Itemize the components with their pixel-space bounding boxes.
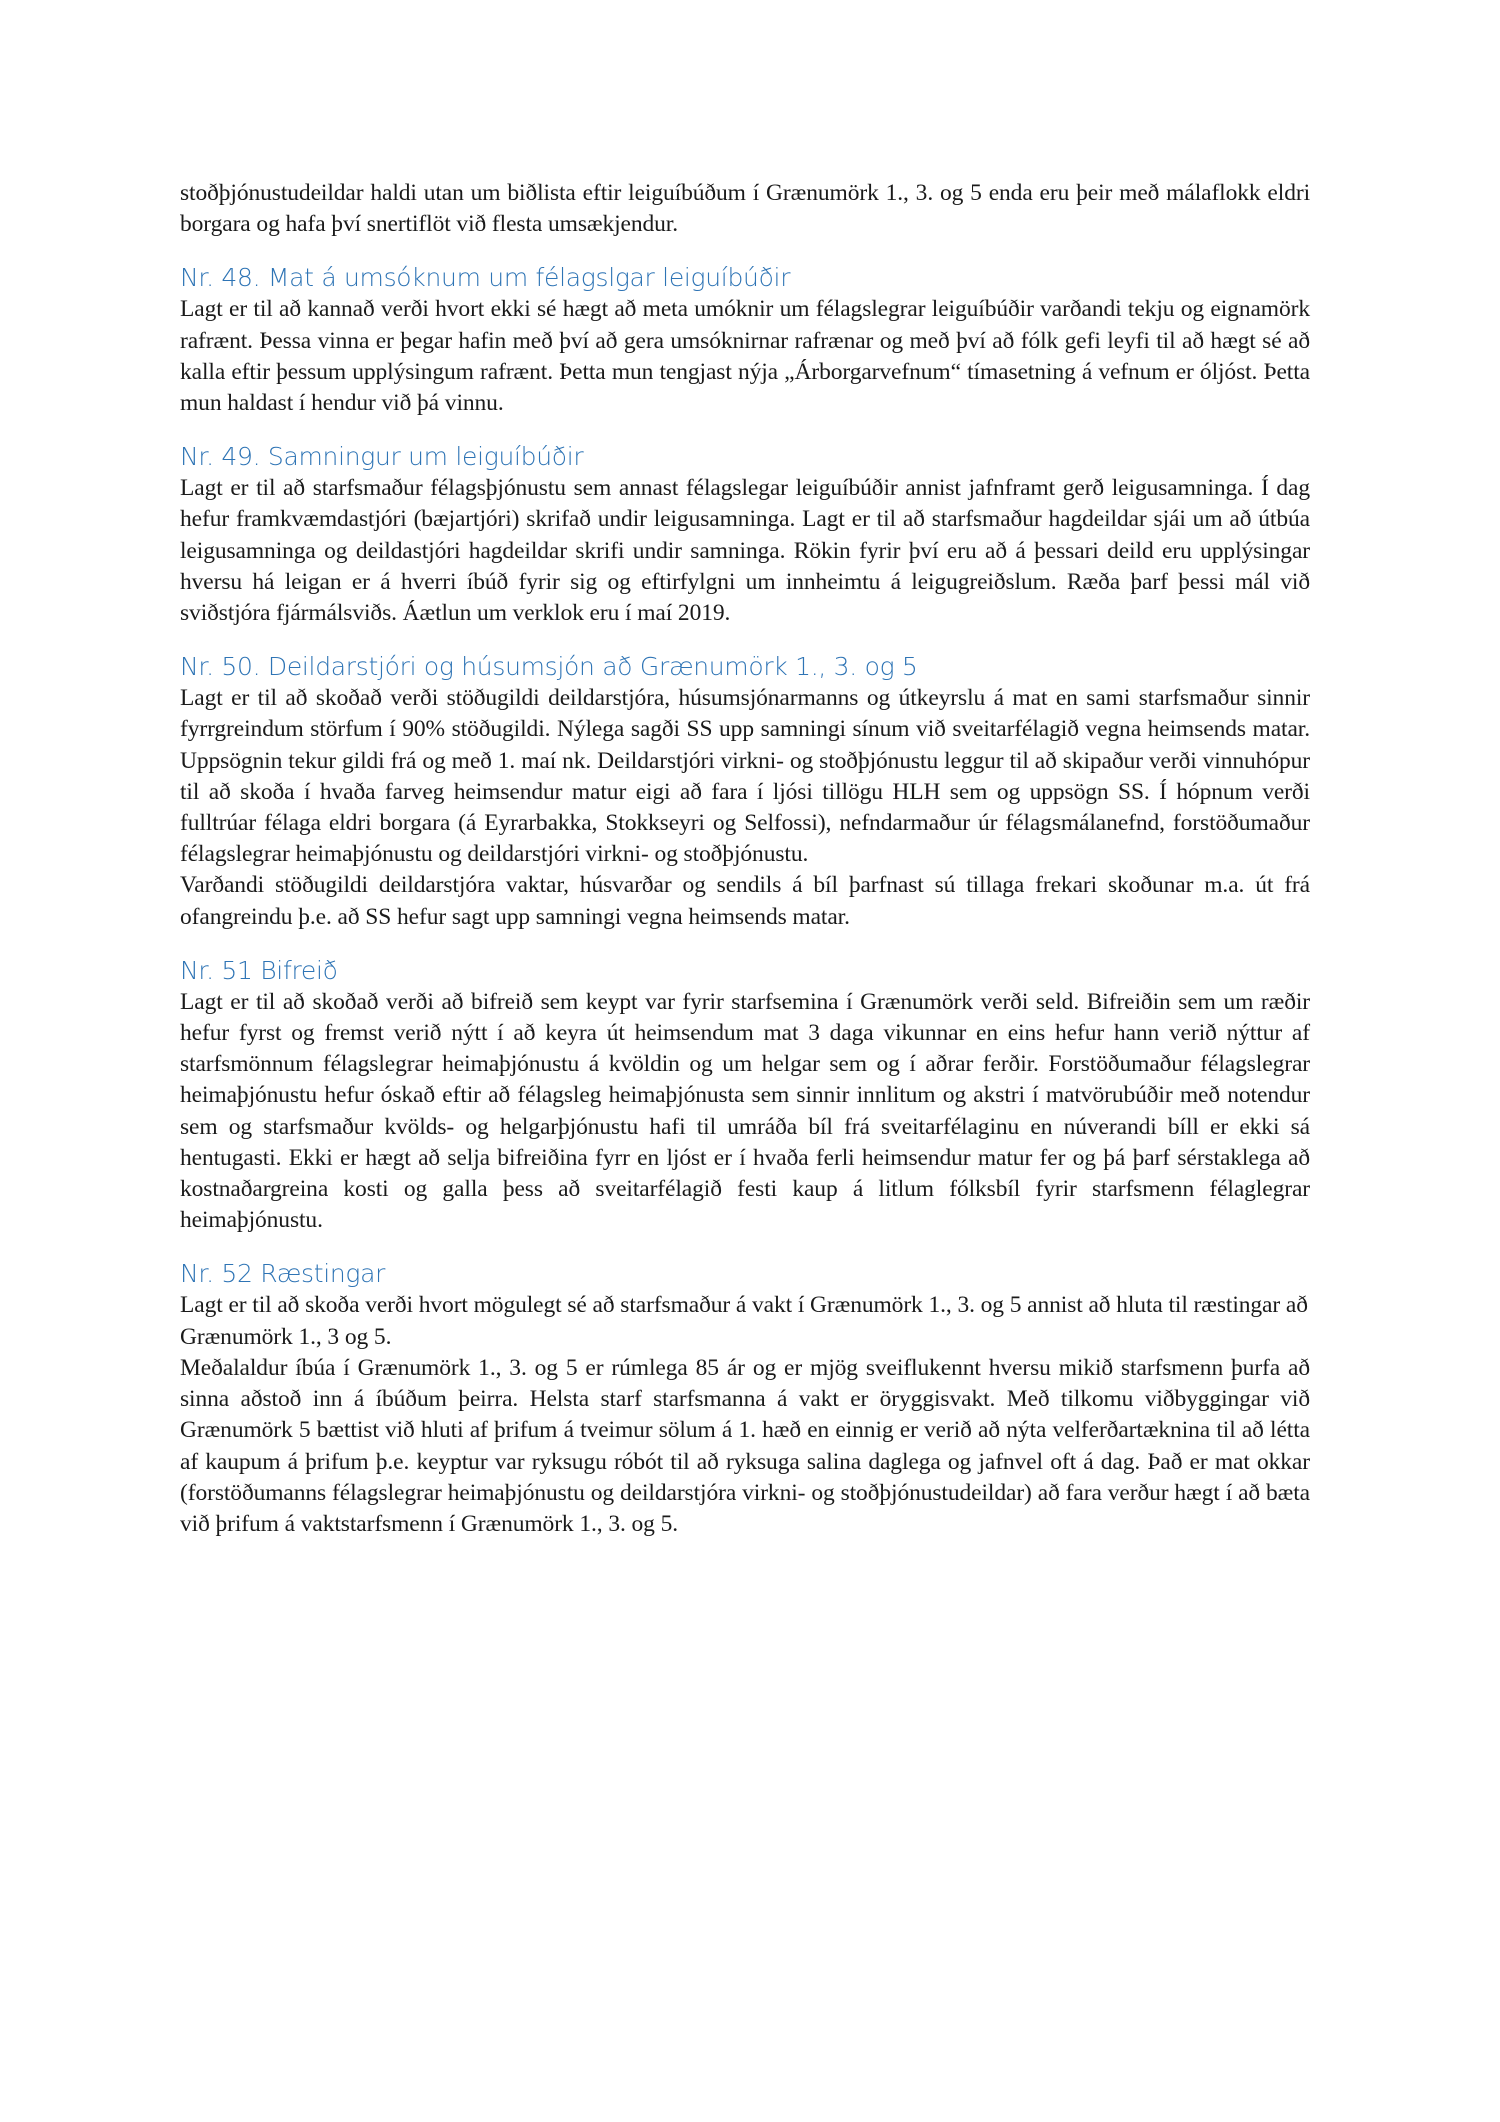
section-51 bbox=[180, 955, 1310, 1237]
section-paragraph: Meðalaldur íbúa í Grænumörk 1., 3. og 5 er rúmlega 85 ár og er mjög sveiflukennt hversu mikið starfsmenn þurfa að sinna aðstoð inn á íbúðum þeirra. Helsta starf starfsmanna á vakt er öryggisvakt. Með tilkomu viðbyggingar við Grænumörk 5 bættist við hluti af þrifum á tveimur sölum á 1. hæð en einnig er verið að nýta velferðartæknina til að létta af kaupum á þrifum þ.e. keyptur var ryksugu róbót til að ryksuga salina daglega og jafnvel oft á dag. Það er mat okkar (forstöðumanns félagslegrar heimaþjónustu og deildarstjóra virkni- og stoðþjónustudeildar) að fara verður hægt í að bæta við þrifum á vaktstarfsmenn í Grænumörk 1., 3. og 5. bbox=[180, 1354, 1310, 1537]
section-52 bbox=[180, 1258, 1310, 1540]
section-paragraph: Lagt er til að skoðað verði stöðugildi deildarstjóra, húsumsjónarmanns og útkeyrslu á mat en sami starfsmaður sinnir fyrrgreindum störfum í 90% stöðugildi. Nýlega sagði SS upp samningi sínum við sveitarfélagið vegna heimsends matar. Uppsögnin tekur gildi frá og með 1. maí nk. Deildarstjóri virkni- og stoðþjónustu leggur til að skipaður verði vinnuhópur til að skoða í hvaða farveg heimsendur matur eigi að fara í ljósi tillögu HLH sem og uppsögn SS. Í hópnum verði fulltrúar félaga eldri borgara (á Eyrarbakka, Stokkseyri og Selfossi), nefndarmaður úr félagsmálanefnd, forstöðumaður félagslegrar heimaþjónustu og deildarstjóri virkni- og stoðþjónustu. bbox=[180, 685, 1310, 868]
intro-section bbox=[180, 178, 1310, 240]
section-48 bbox=[180, 262, 1310, 419]
section-paragraph: Lagt er til að kannað verði hvort ekki sé hægt að meta umóknir um félagslegrar leiguíbúðir varðandi tekju og eignamörk rafrænt. Þessa vinna er þegar hafin með því að gera umsóknirnar rafrænar og með því að fólk gefi leyfi til að hægt sé að kalla eftir þessum upplýsingum rafrænt. Þetta mun tengjast nýja „Árborgarvefnum“ tímasetning á vefnum er óljóst. Þetta mun haldast í hendur við þá vinnu. bbox=[180, 296, 1310, 417]
section-heading: Nr. 49. Samningur um leiguíbúðir bbox=[180, 442, 584, 472]
section-paragraph: Lagt er til að skoða verði hvort mögulegt sé að starfsmaður á vakt í Grænumörk 1., 3. og 5 annist að hluta til ræstingar að Grænumörk 1., 3 og 5. bbox=[180, 1292, 1308, 1350]
section-paragraph: Lagt er til að starfsmaður félagsþjónustu sem annast félagslegar leiguíbúðir annist jafnframt gerð leigusamninga. Í dag hefur framkvæmdastjóri (bæjartjóri) skrifað undir leigusamninga. Lagt er til að starfsmaður hagdeildar sjái um að útbúa leigusamninga og deildastjóri hagdeildar skrifi undir samninga. Rökin fyrir því eru að á þessari deild eru upplýsingar hversu há leigan er á hverri íbúð fyrir sig og eftirfylgni um innheimtu á leigugreiðslum. Ræða þarf þessi mál við sviðstjóra fjármálsviðs. Áætlun um verklok eru í maí 2019. bbox=[180, 475, 1310, 627]
section-heading: Nr. 48. Mat á umsóknum um félagslgar leiguíbúðir bbox=[180, 263, 791, 293]
intro-paragraph: stoðþjónustudeildar haldi utan um biðlista eftir leiguíbúðum í Grænumörk 1., 3. og 5 enda eru þeir með málaflokk eldri borgara og hafa því snertiflöt við flesta umsækjendur. bbox=[180, 180, 1310, 238]
section-heading: Nr. 51 Bifreið bbox=[180, 955, 338, 985]
section-heading: Nr. 52 Ræstingar bbox=[180, 1259, 386, 1289]
section-49 bbox=[180, 441, 1310, 629]
section-paragraph: Varðandi stöðugildi deildarstjóra vaktar, húsvarðar og sendils á bíl þarfnast sú tillaga frekari skoðunar m.a. út frá ofangreindu þ.e. að SS hefur sagt upp samningi vegna heimsends matar. bbox=[180, 872, 1310, 930]
document-page bbox=[180, 178, 1310, 1540]
section-heading: Nr. 50. Deildarstjóri og húsumsjón að Grænumörk 1., 3. og 5 bbox=[180, 652, 918, 682]
section-paragraph: Lagt er til að skoðað verði að bifreið sem keypt var fyrir starfsemina í Grænumörk verði seld. Bifreiðin sem um ræðir hefur fyrst og fremst verið nýtt í að keyra út heimsendum mat 3 daga vikunnar en eins hefur hann verið nýttur af starfsmönnum félagslegrar heimaþjónustu á kvöldin og um helgar sem og í aðrar ferðir. Forstöðumaður félagslegrar heimaþjónustu hefur óskað eftir að félagsleg heimaþjónusta sem sinnir innlitum og akstri í matvörubúðir með notendur sem og starfsmaður kvölds- og helgarþjónustu hafi til umráða bíl frá sveitarfélaginu en núverandi bíll er ekki sá hentugasti. Ekki er hægt að selja bifreiðina fyrr en ljóst er í hvaða ferli heimsendur matur fer og þá þarf sérstaklega að kostnaðargreina kosti og galla þess að sveitarfélagið festi kaup á litlum fólksbíl fyrir starfsmenn félaglegrar heimaþjónustu. bbox=[180, 988, 1310, 1234]
section-50 bbox=[180, 651, 1310, 933]
